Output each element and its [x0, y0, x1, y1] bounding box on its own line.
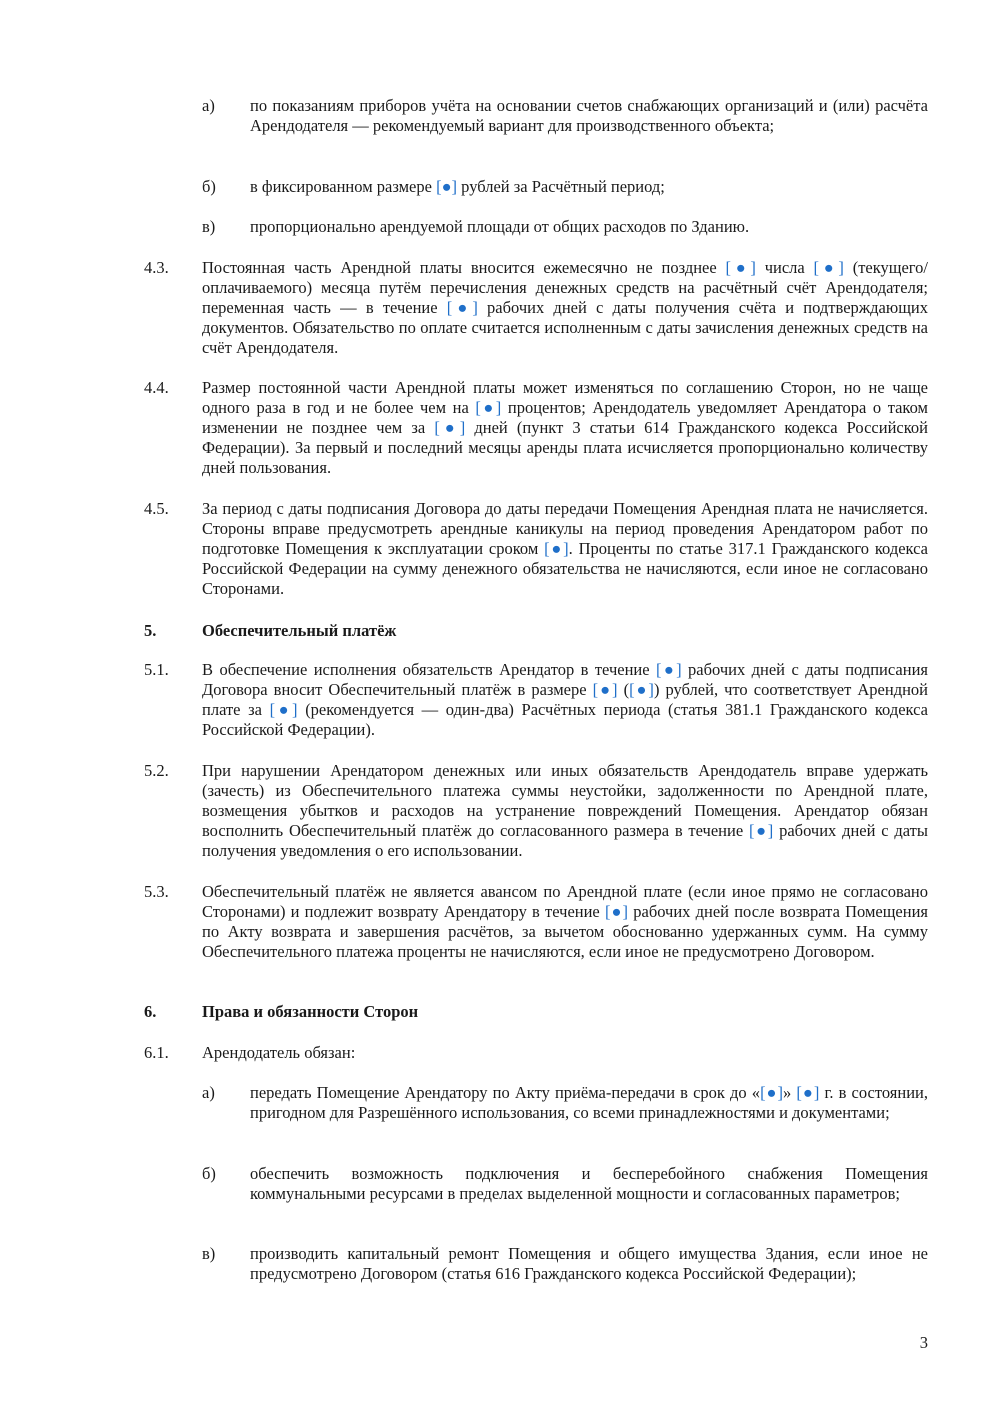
list-marker: в) [202, 1244, 216, 1263]
clause-text: При нарушении Арендатором денежных или иных обязательств Арендодатель вправе удержать (зачесть) из Обеспечительного платежа суммы неустойки, задолженности по Арендной плате, возмещения убытков и расходов на устранение повреждений Помещения. Арендатор обязан восполнить Обеспечительный платёж до согласованного размера в течение [●] рабочих дней с даты получения уведомления о его использовании. [202, 761, 928, 860]
list-marker: а) [202, 96, 215, 115]
placeholder-field: [●] [475, 398, 502, 417]
placeholder-field: [●] [434, 418, 466, 437]
placeholder-field: [●] [604, 902, 629, 921]
list-marker: в) [202, 217, 216, 236]
clause-text: В обеспечение исполнения обязательств Арендатор в течение [●] рабочих дней с даты подписания Договора вносит Обеспечительный платёж в размере [●] ([●]) рублей, что соответствует Арендной плате за [●] (рекомендуется — один-два) Расчётных периода (статья 381.1 Гражданского кодекса Российской Федерации). [202, 660, 929, 739]
clause-text: Арендодатель обязан: [202, 1043, 356, 1062]
placeholder-field: [●] [544, 539, 569, 558]
section-number: 5. [144, 621, 157, 640]
placeholder-field: [●] [446, 298, 478, 317]
placeholder-field: [●] [592, 680, 618, 699]
list-item-text: по показаниям приборов учёта на основании счетов снабжающих организаций и (или) расчёта Арендодателя — рекомендуемый вариант для производственного объекта; [250, 96, 928, 135]
placeholder-field: [●] [796, 1083, 820, 1102]
placeholder-field: [●] [656, 660, 682, 679]
placeholder-field: [●] [629, 680, 654, 699]
clause-text: За период с даты подписания Договора до даты передачи Помещения Арендная плата не начисляется. Стороны вправе предусмотреть арендные каникулы на период проведения Арендатором работ по подготовке Помещения к эксплуатации сроком [●]. Проценты по статье 317.1 Гражданского кодекса Российской Федерации на сумму денежного обязательства не начисляются, если иное не согласовано Сторонами. [202, 499, 928, 598]
placeholder-field: [●] [760, 1083, 784, 1102]
list-item-text: пропорционально арендуемой площади от общих расходов по Зданию. [250, 217, 750, 236]
list-marker: б) [202, 177, 216, 196]
clause-text: Размер постоянной части Арендной платы может изменяться по соглашению Сторон, но не чаще одного раза в год и не более чем на [●] процентов; Арендодатель уведомляет Арендатора о таком изменении не позднее чем за [●] дней (пункт 3 статьи 614 Гражданского кодекса Российской Федерации). За первый и последний месяцы аренды плата исчисляется пропорционально количеству дней пользования. [202, 378, 928, 477]
placeholder-field: [●] [436, 177, 458, 196]
page-number: 3 [919, 1333, 928, 1352]
clause-number: 4.3. [144, 258, 169, 277]
placeholder-field: [●] [269, 700, 298, 719]
list-marker: б) [202, 1164, 216, 1183]
placeholder-field: [●] [813, 258, 844, 277]
clause-number: 5.1. [144, 660, 169, 679]
clause-number: 6.1. [144, 1043, 169, 1062]
clause-number: 4.5. [144, 499, 169, 518]
clause-number: 4.4. [144, 378, 169, 397]
list-marker: а) [202, 1083, 215, 1102]
section-title: Права и обязанности Сторон [202, 1002, 419, 1021]
placeholder-field: [●] [725, 258, 756, 277]
clause-text: Постоянная часть Арендной платы вносится ежемесячно не позднее [●] числа [●] (текущего/оплачиваемого) месяца путём перечисления денежных средств на расчётный счёт Арендодателя; переменная часть — в течение [●] рабочих дней с даты получения счёта и подтверждающих документов. Обязательство по оплате считается исполненным с даты зачисления денежных средств на счёт Арендодателя. [202, 258, 928, 357]
section-title: Обеспечительный платёж [202, 621, 397, 640]
clause-number: 5.2. [144, 761, 169, 780]
list-item-text: обеспечить возможность подключения и бесперебойного снабжения Помещения коммунальными ресурсами в пределах выделенной мощности и согласованных параметров; [250, 1164, 928, 1203]
clause-number: 5.3. [144, 882, 169, 901]
section-number: 6. [144, 1002, 157, 1021]
list-item-text: производить капитальный ремонт Помещения и общего имущества Здания, если иное не предусмотрено Договором (статья 616 Гражданского кодекса Российской Федерации); [250, 1244, 928, 1283]
clause-text: Обеспечительный платёж не является авансом по Арендной плате (если иное прямо не согласовано Сторонами) и подлежит возврату Арендатору в течение [●] рабочих дней после возврата Помещения по Акту возврата и завершения расчётов, за вычетом обоснованно удержанных сумм. На сумму Обеспечительного платежа проценты не начисляются, если иное не предусмотрено Договором. [202, 882, 928, 961]
list-item-text: передать Помещение Арендатору по Акту приёма-передачи в срок до «[●]» [●] г. в состоянии, пригодном для Разрешённого использования, со всеми принадлежностями и документами; [250, 1083, 928, 1122]
list-item-text: в фиксированном размере [●] рублей за Расчётный период; [250, 177, 665, 196]
placeholder-field: [●] [748, 821, 774, 840]
